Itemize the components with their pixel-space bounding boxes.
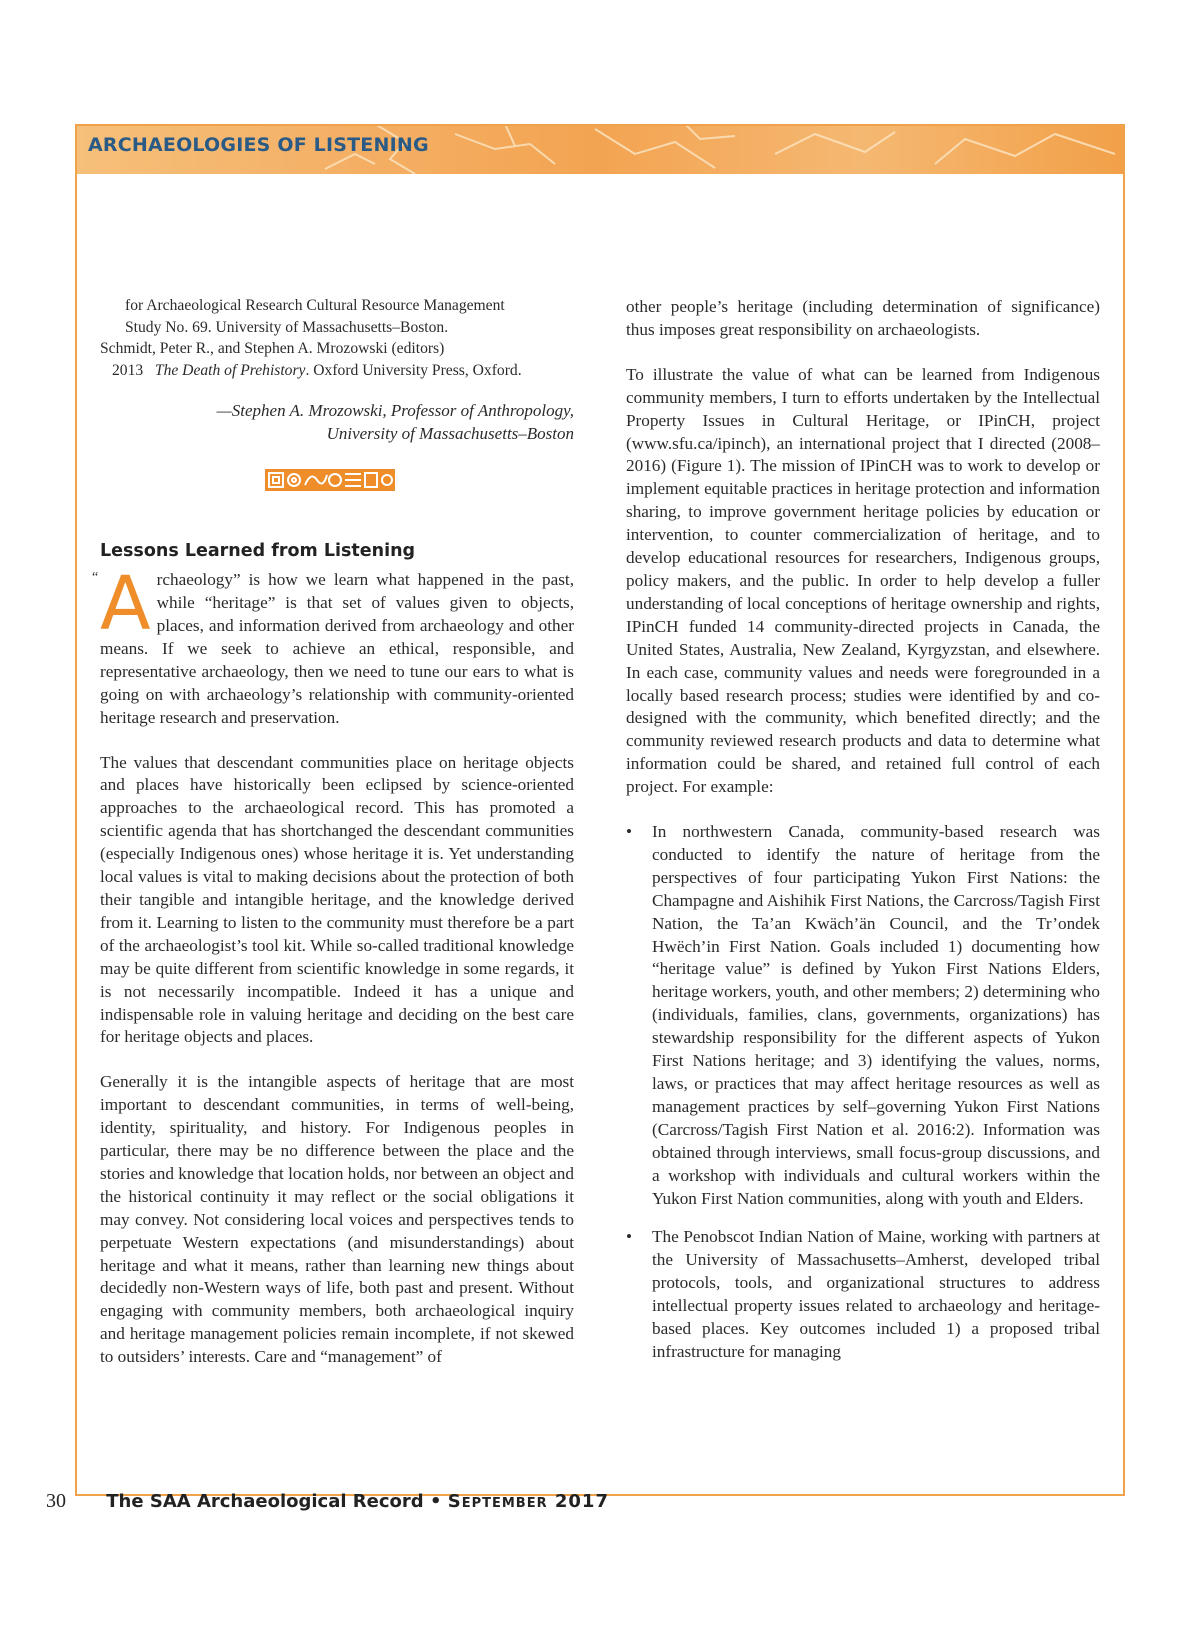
left-column <box>92 295 574 1391</box>
author-signature <box>100 400 574 445</box>
bullet-icon: • <box>626 822 633 842</box>
publication-name: The SAA Archaeological Record <box>106 1491 424 1512</box>
section-heading: Lessons Learned from Listening <box>100 541 416 562</box>
issue-date: September 2017 <box>447 1491 609 1512</box>
reference-line <box>100 360 574 382</box>
page-number: 30 <box>46 1490 66 1512</box>
reference-publisher: . Oxford University Press, Oxford. <box>305 361 522 379</box>
reference-year: 2013 <box>112 361 144 379</box>
bullet-icon: • <box>626 1227 633 1247</box>
list-item <box>626 821 1100 1210</box>
reference-book-title: The Death of Prehistory <box>154 361 306 379</box>
list-item-text: The Penobscot Indian Nation of Maine, working with partners at the University of Massachusetts–Amherst, developed tribal protocols, tools, and organizational structures to address intellectual property issues related to archaeology and heritage-based places. Key outcomes included 1) a proposed tribal infrastructure for managing <box>652 1227 1100 1361</box>
list-item-text: In northwestern Canada, community-based research was conducted to identify the nature of heritage from the perspectives of four participating Yukon First Nations: the Champagne and Aishihik First Nations, the Carcross/Tagish First Nation, the Ta’an Kwäch’än Council, and the Tr’ondek Hwëch’in First Nation. Goals included 1) documenting how “heritage value” is defined by Yukon First Nations Elders, heritage workers, youth, and other members; 2) determining who (individuals, families, clans, governments, organizations) has stewardship responsibility for the different aspects of Yukon First Nations heritage; and 3) identifying the values, norms, laws, or practices that may affect heritage resources as well as management practices by self–governing Yukon First Nations (Carcross/Tagish First Nation et al. 2016:2). Information was obtained through interviews, small focus-group discussions, and a workshop with individuals and cultural workers within the Yukon First Nation communities, along with youth and Elders. <box>652 822 1100 1208</box>
paragraph: other people’s heritage (including determination of significance) thus imposes great responsibility on archaeologists. <box>626 297 1100 339</box>
signature-line: —Stephen A. Mrozowski, Professor of Anthropology, <box>216 401 574 421</box>
right-column <box>626 296 1100 1380</box>
reference-line: Schmidt, Peter R., and Stephen A. Mrozowski (editors) <box>100 340 445 358</box>
drop-cap: A <box>100 561 151 648</box>
paragraph: The values that descendant communities place on heritage objects and places have historically been eclipsed by science-oriented approaches to the archaeological record. This has promoted a scientific agenda that has shortchanged the descendant communities (especially Indigenous ones) whose heritage it is. Yet understanding local values is vital to making decisions about the protection of both their tangible and intangible heritage, and the knowledge derived from it. Learning to listen to the community must therefore be a part of the archaeologist’s tool kit. While so-called traditional knowledge may be quite different from scientific knowledge in some regards, it is not necessarily incompatible. Indeed it has a unique and indispensable role in valuing heritage and deciding on the best care for heritage objects and places. <box>100 752 574 1047</box>
opening-quote: “ <box>92 570 99 586</box>
paragraph <box>92 561 574 729</box>
ornament-divider-icon <box>265 469 395 491</box>
signature-line: University of Massachusetts–Boston <box>326 423 574 443</box>
page-footer <box>46 1490 609 1513</box>
reference-line: for Archaeological Research Cultural Resource Management <box>125 297 505 314</box>
paragraph: To illustrate the value of what can be learned from Indigenous community members, I turn to efforts undertaken by the Intellectual Property Issues in Cultural Heritage, or IPinCH, project (www.sfu.ca/ipinch), an international project that I directed (2008–2016) (Figure 1). The mission of IPinCH was to work to develop or implement equitable practices in heritage protection and information sharing, to improve government heritage policies by education or intervention, to counter commercialization of heritage, and to develop educational resources for researchers, Indigenous groups, policy makers, and the public. In order to help develop a fuller understanding of local conceptions of heritage ownership and rights, IPinCH funded 14 community-directed projects in Canada, the United States, Australia, New Zealand, Kyrgyzstan, and elsewhere. In each case, community values and needs were foregrounded in a locally based research process; studies were identified by and co-designed with the community, which benefited directly; and the community reviewed research products and data to determine what information could be shared, and retained full control of each project. For example: <box>626 364 1100 797</box>
bullet-list <box>626 821 1100 1364</box>
list-item <box>626 1226 1100 1363</box>
separator: • <box>429 1491 442 1512</box>
paragraph-text: rchaeology” is how we learn what happened in the past, while “heritage” is that set of values given to objects, places, and information derived from archaeology and other means. If we seek to achieve an ethical, responsible, and representative archaeology, then we need to tune our ears to what is going on with archaeology’s relationship with community-oriented heritage research and preservation. <box>100 570 574 727</box>
section-title: ARCHAEOLOGIES OF LISTENING <box>88 134 429 156</box>
reference-line: Study No. 69. University of Massachusetts–Boston. <box>125 318 449 336</box>
paragraph: Generally it is the intangible aspects of heritage that are most important to descendant communities, in terms of well-being, identity, spirituality, and history. For Indigenous peoples in particular, there may be no difference between the place and the stories and knowledge that location holds, nor between an object and the historical continuity it may reflect or the social obligations it may convey. Not considering local voices and perspectives tends to perpetuate Western expectations (and misunderstandings) about heritage and what it means, rather than learning new things about decidedly non-Western ways of life, both past and present. Without engaging with community members, both archaeological inquiry and heritage management policies remain incomplete, if not skewed to outsiders’ interests. Care and “management” of <box>100 1072 574 1367</box>
